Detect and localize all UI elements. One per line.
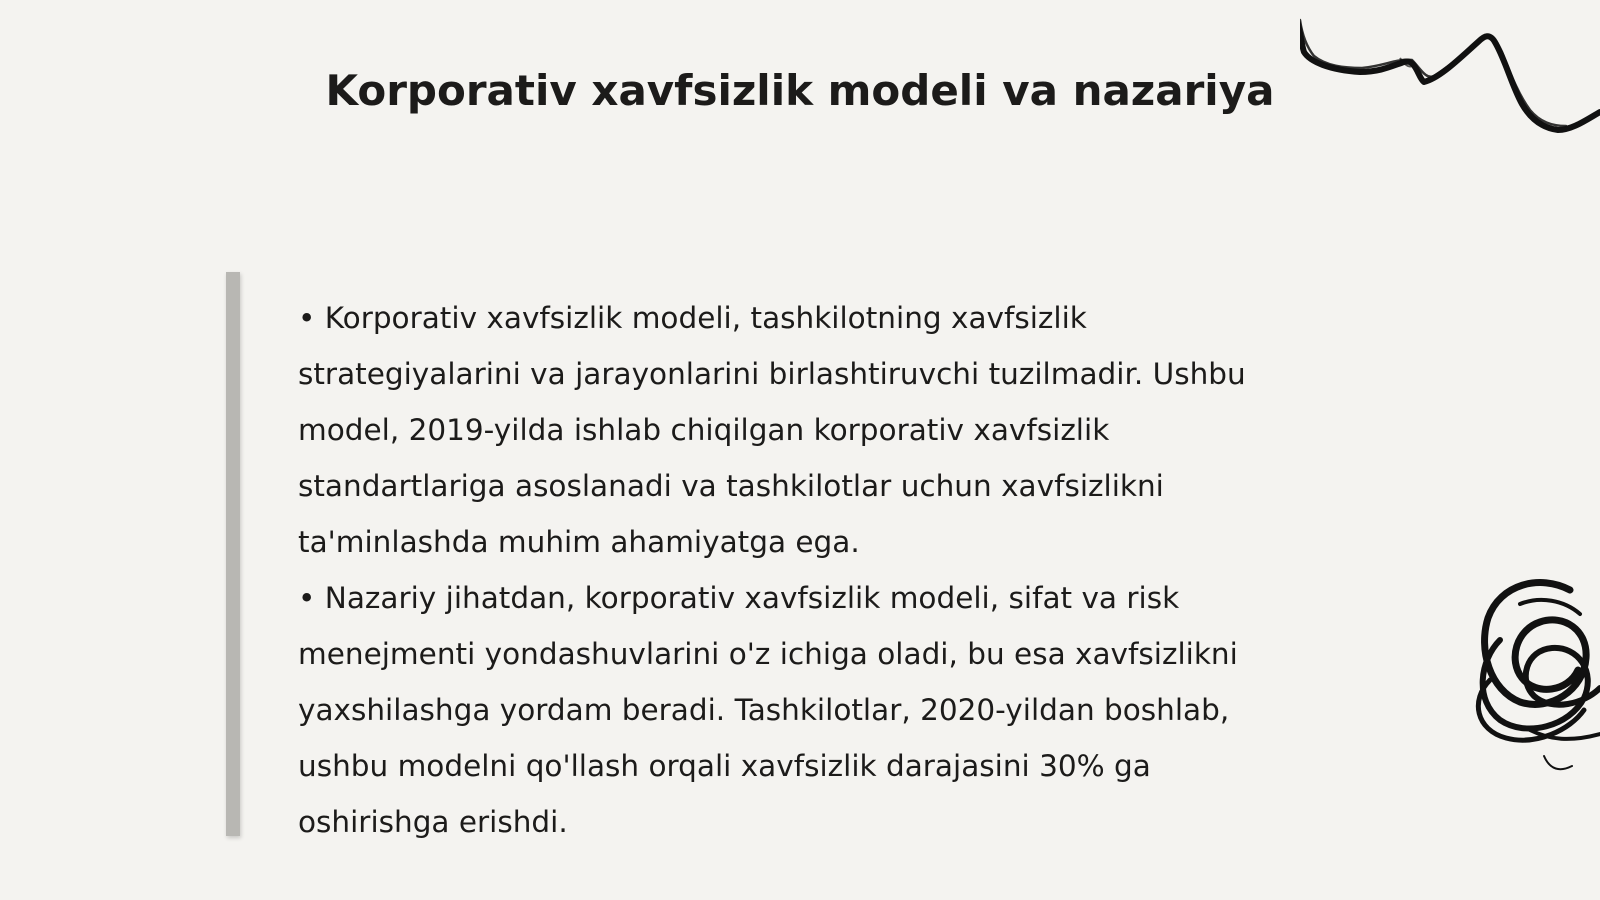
bullet-paragraph-2: • Nazariy jihatdan, korporativ xavfsizlik modeli, sifat va risk menejmenti yondashuvlarini o'z ichiga oladi, bu esa xavfsizlikni yaxshilashga yordam beradi. Tashkilotlar, 2020-yildan boshlab, ushbu modelni qo'llash orqali xavfsizlik darajasini 30% ga oshirishga erishdi. — [298, 581, 1238, 839]
accent-bar — [226, 272, 240, 836]
ink-scribble-bottom-right — [1460, 570, 1600, 790]
bullet-paragraph-1: • Korporativ xavfsizlik modeli, tashkilotning xavfsizlik strategiyalarini va jarayonlarini birlashtiruvchi tuzilmadir. Ushbu model, 2019-yilda ishlab chiqilgan korporativ xavfsizlik standartlariga asoslanadi va tashkilotlar uchun xavfsizlikni ta'minlashda muhim ahamiyatga ega. — [298, 301, 1246, 559]
ink-scribble-top-right — [1300, 0, 1600, 140]
slide-title: Korporativ xavfsizlik modeli va nazariya — [325, 66, 1275, 115]
slide-body — [298, 290, 1308, 850]
